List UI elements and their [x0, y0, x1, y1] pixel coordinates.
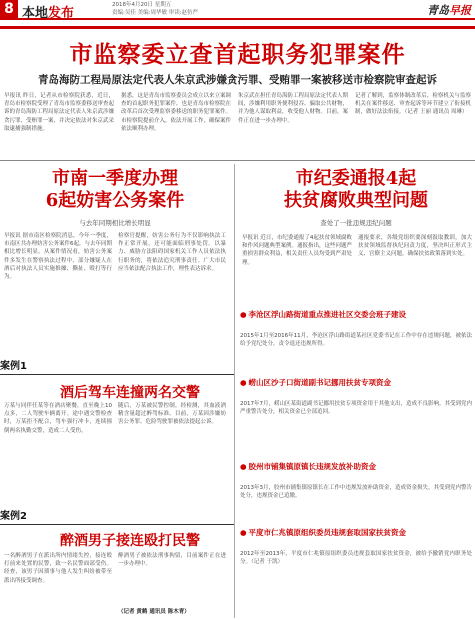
case2-tab: 案例2	[0, 511, 27, 522]
section-title-b: 发布	[48, 6, 75, 21]
case1-rule	[0, 374, 234, 375]
case1-title: 酒后驾车连撞两名交警	[60, 385, 200, 401]
bullet-title-text: 胶州市铺集镇原镇长违规发放补助资金	[248, 462, 377, 471]
bullet-dot-icon: ●	[240, 528, 247, 537]
case2-title: 醉酒男子接连殴打民警	[60, 533, 200, 549]
bullet-title-text: 李沧区浮山路街道重点推进社区交委会班子建设	[248, 310, 407, 319]
masthead	[0, 0, 475, 20]
paper-logo-b: 早报	[449, 4, 471, 17]
case2-credit: （记者 黄鹤 通讯员 陈木青）	[118, 609, 190, 615]
bullet-title-text: 平度市仁兆镇原组织委员违规套取国家扶贫资金	[248, 528, 407, 537]
bullet-body-1: 2015年1月至2016年11月，李沧区浮山路街道某社区党委书记在工作中存在违规问题，被依法给予党纪处分，责令退还违规所得。	[240, 333, 472, 348]
lead-headline: 市监察委立查首起职务犯罪案件	[69, 41, 406, 68]
story3-title-line2: 扶贫腐败典型问题	[284, 190, 428, 211]
divider	[0, 160, 475, 161]
case1-tab: 案例1	[0, 361, 27, 372]
section-title-a: 本地	[22, 6, 49, 21]
bullet-title-1	[240, 310, 472, 320]
divider	[234, 306, 235, 618]
bullet-dot-icon: ●	[240, 378, 247, 387]
lead-subhead: 青岛海防工程局原法定代表人朱京武涉嫌贪污罪、受贿罪一案被移送市检察院审查起诉	[38, 74, 437, 86]
case1-col-2: 随后，万某被民警控制。经检测，其血液酒精含量超过醉驾标准。目前，万某因涉嫌妨害公务罪、危险驾驶罪被依法提起公诉。	[118, 403, 226, 426]
story3-col-1: 早报讯 近日，市纪委通报了4起扶贫领域腐败和作风问题典型案例。通报指出，这些问题严重损害群众利益，相关责任人员均受到严肃处理。	[242, 235, 352, 266]
story2-title-line2: 6起妨害公务案件	[45, 190, 185, 211]
bullet-body-4: 2012年至2013年，平度市仁兆镇原组织委员违规套取国家扶贫资金，被给予撤销党内职务处分。（记者 于凯）	[240, 551, 472, 566]
story2-col-2: 检察官提醒，妨害公务行为不仅影响执法工作正常开展，还可能面临刑事处罚。以暴力、威胁方法阻碍国家机关工作人员依法执行职务的，将依法追究刑事责任。广大市民应当依法配合执法工作，理性表达诉求。	[118, 233, 226, 272]
editor-line: 责编:吴佳 美编:周华敏 审读:赵仿严	[112, 10, 199, 16]
lead-col-1: 早报讯 昨日，记者从市检察院获悉，近日，青岛市检察院受理了青岛市监察委移送审查起诉的青岛海防工程局原法定代表人朱京武涉嫌贪污罪、受贿罪一案，并决定依法对朱京武采取逮捕强制措施。	[4, 93, 114, 132]
case2-rule	[0, 524, 234, 525]
lead-top-rule	[0, 26, 475, 29]
story2-subtitle: 与去年同期相比增长明显	[79, 219, 151, 227]
bullet-title-4	[240, 528, 472, 538]
bullet-body-3: 2013年3月，胶州市铺集镇原镇长在工作中违规发放补助资金，造成资金损失。其受到党内警告处分，违规资金已追缴。	[240, 485, 472, 500]
story2-title-line1: 市南一季度办理	[52, 168, 178, 189]
story3-col-2: 通报要求，各级党组织要深刻汲取教训，加大扶贫领域监督执纪问责力度，坚决纠正形式主义、官僚主义问题，确保扶贫政策落到实处。	[358, 235, 472, 258]
paper-logo	[427, 2, 471, 18]
bullet-title-2	[240, 378, 472, 388]
bullet-title-text: 崂山区沙子口街道副书记挪用扶贫专项资金	[248, 378, 392, 387]
bullet-dot-icon: ●	[240, 462, 247, 471]
masthead-meta	[112, 1, 198, 17]
section-title	[22, 2, 74, 21]
paper-logo-a: 青岛	[427, 4, 449, 17]
lead-col-3: 朱京武在担任青岛海防工程局原法定代表人期间，涉嫌利用职务便利侵吞、骗取公共财物，并为他人谋取利益，收受他人财物。目前，案件正在进一步办理中。	[238, 93, 348, 124]
page-number: 8	[0, 0, 18, 18]
case2-col-1: 一名醉酒男子在派出所内情绪失控，接连殴打前来处置的民警，致一名民警面部受伤。经查，该男子因琐事与他人发生纠纷被带至派出所接受调查。	[4, 553, 112, 584]
bullet-body-2: 2017年7月，崂山区某街道副书记挪用扶贫专项资金用于其他支出，造成不良影响。其受到党内严重警告处分，相关资金已全部追回。	[240, 401, 472, 416]
case1-col-1: 万某与同伴任某等在酒店聚餐，直至晚上10点多，二人驾驶车辆离开。途中遇交警检查时，万某拒不配合，驾车强行冲卡，连续撞倒两名执勤交警，造成二人受伤。	[4, 403, 112, 434]
story3-title-line1: 市纪委通报4起	[295, 168, 417, 189]
date-line: 2018年4月20日 星期五	[112, 2, 172, 8]
case2-col-2: 醉酒男子被依法刑事拘留，目前案件正在进一步办理中。	[118, 553, 226, 568]
lead-col-4: 记者了解到，监察体制改革后，检察机关与监察机关在案件移送、审查起诉等环节建立了衔接机制，做好法法衔接。（记者 王丽 通讯员 周琳）	[355, 93, 471, 116]
story2-col-1: 早报讯 据市南区检察院消息，今年一季度，市南区共办理妨害公务案件6起，与去年同期相比增长明显。从案件情况看，妨害公务案件多发生在警察执法过程中，部分嫌疑人在酒后对执法人员实施推搡、撕扯、殴打等行为。	[4, 233, 112, 281]
story3-subtitle: 查处了一批违规违纪问题	[320, 219, 392, 227]
lead-col-2: 据悉，这是青岛市监察委员会成立以来立案调查的首起职务犯罪案件，也是青岛市检察院在改革后首次受理监察委移送的职务犯罪案件。市检察院提前介入，依法开展工作，确保案件依法顺利办理。	[121, 93, 231, 132]
bullet-title-3	[240, 462, 472, 472]
bullet-dot-icon: ●	[240, 310, 247, 319]
